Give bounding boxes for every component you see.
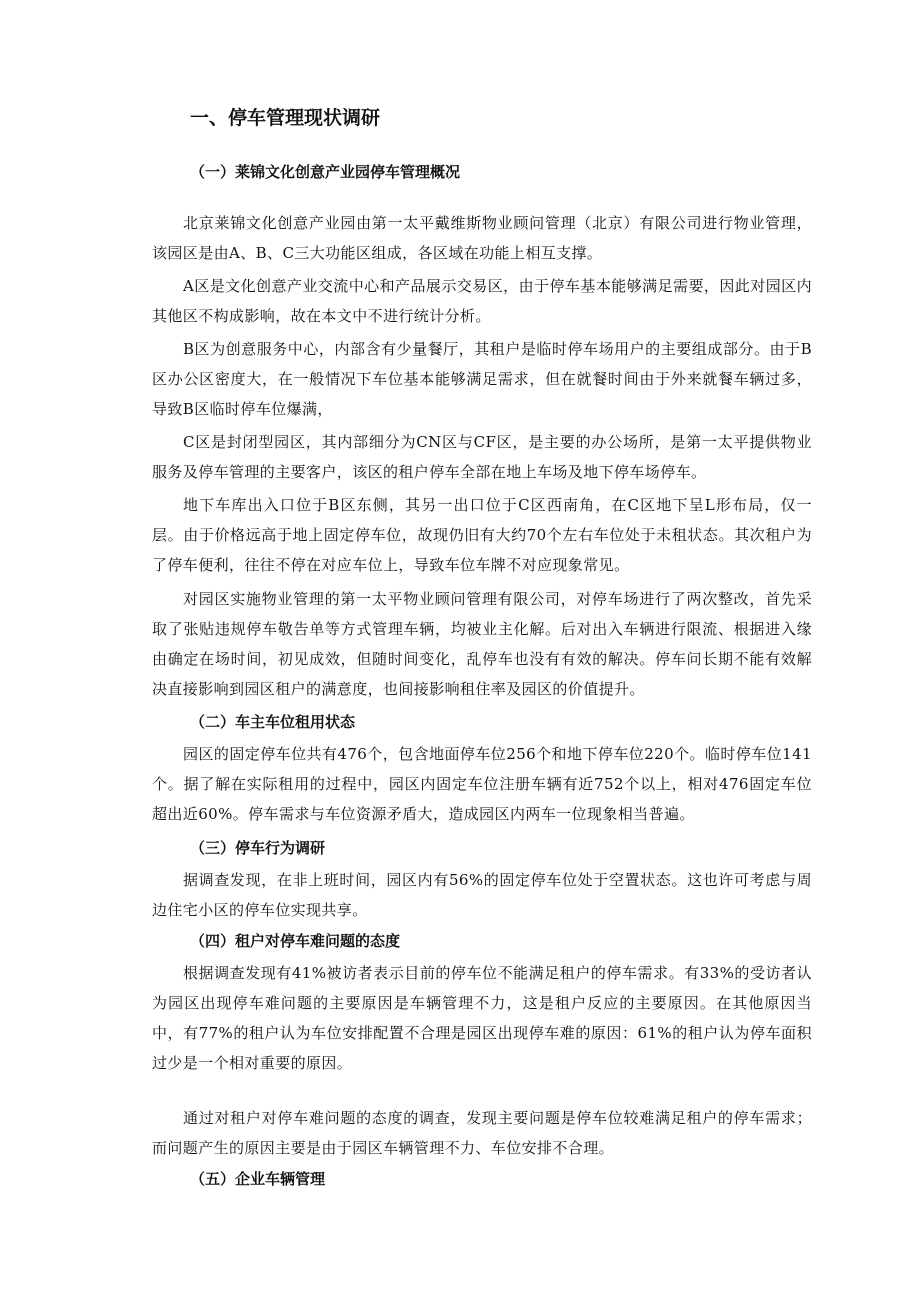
- section-4-paragraph-1: 根据调查发现有41%被访者表示目前的停车位不能满足租户的停车需求。有33%的受访者认为园区出现停车难问题的主要原因是车辆管理不力，这是租户反应的主要原因。在其他原因当中，有77%的租户认为车位安排配置不合理是园区出现停车难的原因：61%的租户认为停车面积过少是一个相对重要的原因。: [152, 964, 812, 1072]
- section-2-paragraph-1: 园区的固定停车位共有476个，包含地面停车位256个和地下停车位220个。临时停车位141个。据了解在实际租用的过程中，园区内固定车位注册车辆有近752个以上，相对476固定车位超出近60%。停车需求与车位资源矛盾大，造成园区内两车一位现象相当普遍。: [152, 745, 812, 823]
- section-3-paragraph-1: 据调查发现，在非上班时间，园区内有56%的固定停车位处于空置状态。这也许可考虑与周边住宅小区的停车位实现共享。: [152, 871, 812, 919]
- section-1-paragraph-4: C区是封闭型园区，其内部细分为CN区与CF区，是主要的办公场所，是第一太平提供物业服务及停车管理的主要客户，该区的租户停车全部在地上车场及地下停车场停车。: [152, 433, 812, 481]
- section-5-heading: （五）企业车辆管理: [190, 1170, 326, 1188]
- section-1-paragraph-2: A区是文化创意产业交流中心和产品展示交易区，由于停车基本能够满足需要，因此对园区内其他区不构成影响，故在本文中不进行统计分析。: [152, 277, 812, 325]
- section-3-heading: （三）停车行为调研: [190, 839, 326, 857]
- section-2-heading: （二）车主车位租用状态: [190, 713, 356, 731]
- section-1-paragraph-1: 北京莱锦文化创意产业园由第一太平戴维斯物业顾问管理（北京）有限公司进行物业管理，该园区是由A、B、C三大功能区组成，各区域在功能上相互支撑。: [152, 214, 812, 262]
- section-1-paragraph-6: 对园区实施物业管理的第一太平物业顾问管理有限公司，对停车场进行了两次整改，首先采取了张贴违规停车敬告单等方式管理车辆，均被业主化解。后对出入车辆进行限流、根据进入缘由确定在场时间，初见成效，但随时间变化，乱停车也没有有效的解决。停车问长期不能有效解决直接影响到园区租户的满意度，也间接影响租住率及园区的价值提升。: [152, 590, 812, 698]
- section-4-heading: （四）租户对停车难问题的态度: [190, 932, 401, 950]
- section-1-paragraph-3: B区为创意服务中心，内部含有少量餐厅，其租户是临时停车场用户的主要组成部分。由于B区办公区密度大，在一般情况下车位基本能够满足需求，但在就餐时间由于外来就餐车辆过多，导致B区临时停车位爆满，: [152, 340, 812, 418]
- section-4-paragraph-2: 通过对租户对停车难问题的态度的调查，发现主要问题是停车位较难满足租户的停车需求；而问题产生的原因主要是由于园区车辆管理不力、车位安排不合理。: [152, 1109, 812, 1157]
- page-title: 一、停车管理现状调研: [190, 107, 381, 129]
- section-1-paragraph-5: 地下车库出入口位于B区东侧，其另一出口位于C区西南角，在C区地下呈L形布局，仅一层。由于价格远高于地上固定停车位，故现仍旧有大约70个左右车位处于未租状态。其次租户为了停车便利，往往不停在对应车位上，导致车位车牌不对应现象常见。: [152, 496, 812, 574]
- section-1-heading: （一）莱锦文化创意产业园停车管理概况: [190, 163, 461, 181]
